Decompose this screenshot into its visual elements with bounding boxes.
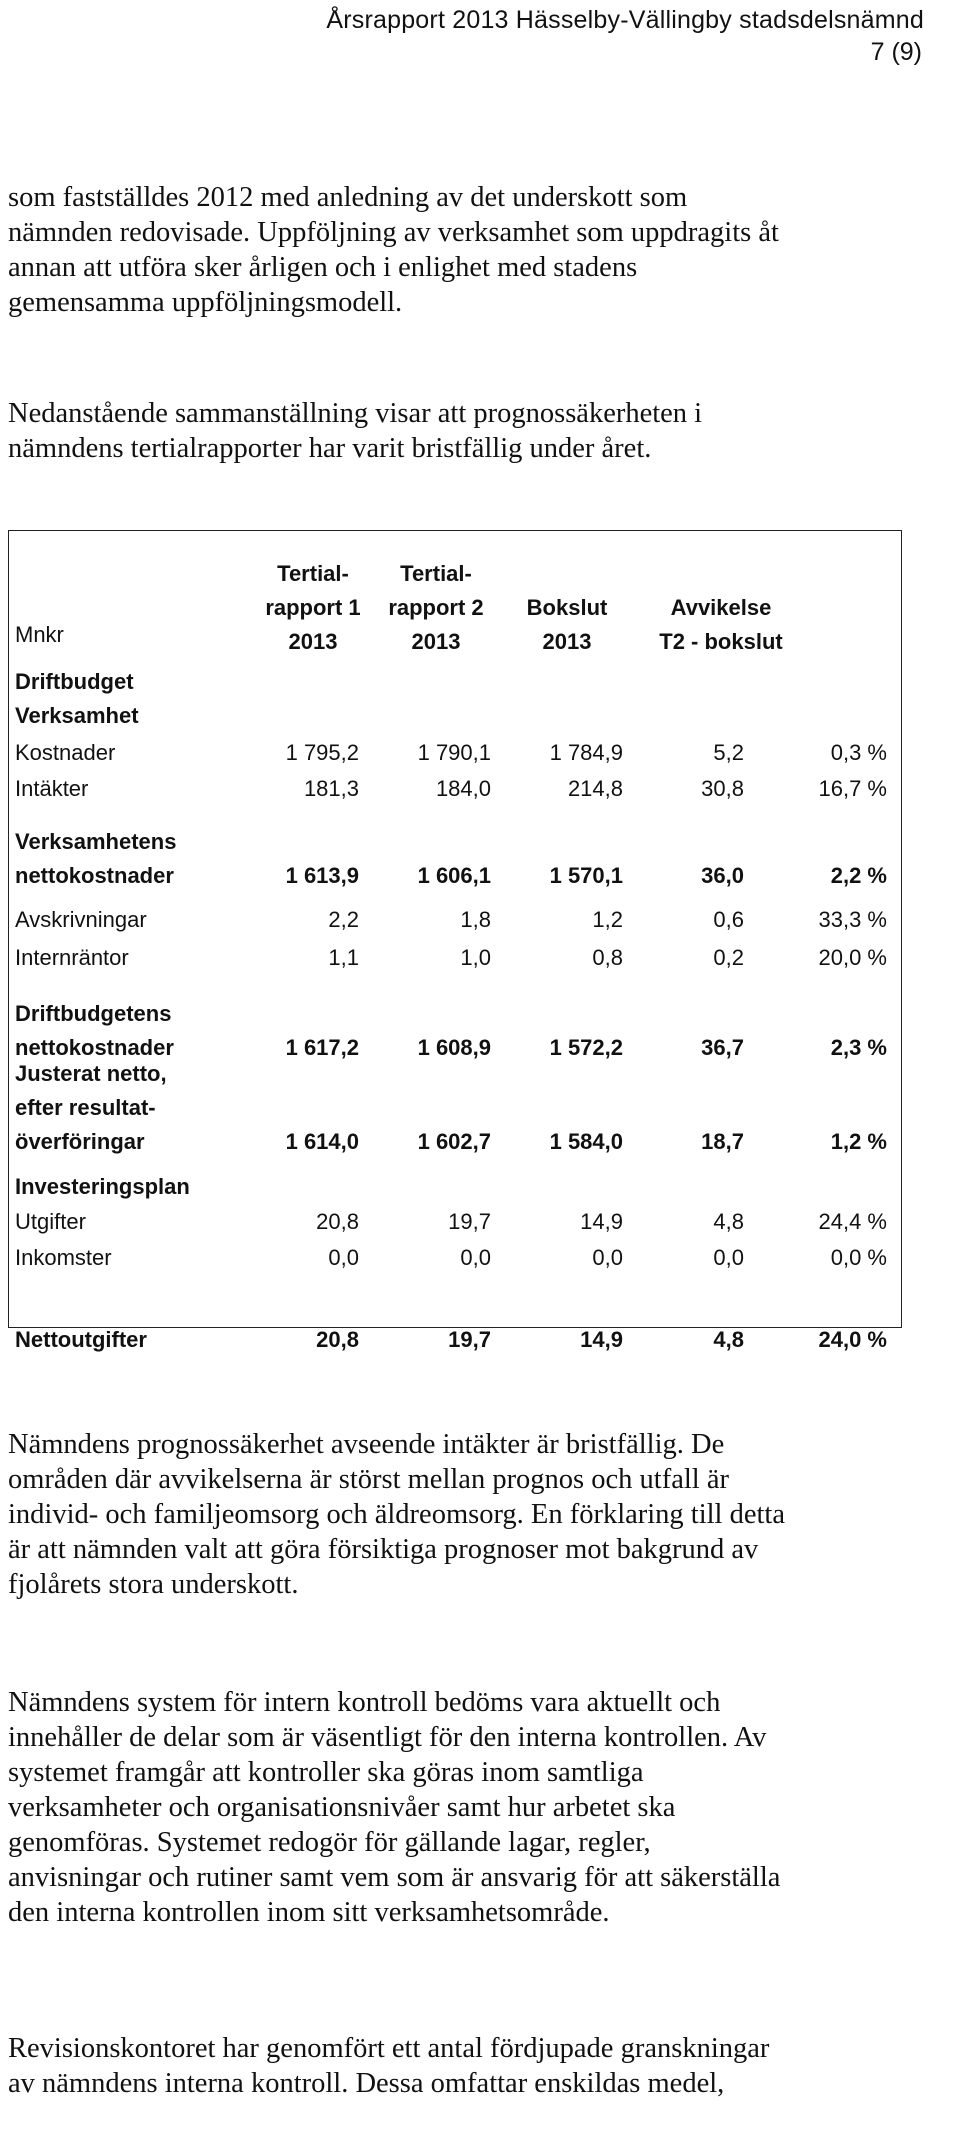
table-cell-value: 0,0 [592,1245,623,1270]
table-cell-value: 1 617,2 [285,1035,359,1060]
table-cell-value: 1,0 [460,945,491,970]
text-line: innehåller de delar som är väsentligt för den interna kontrollen. Av [8,1722,767,1753]
text-line: annan att utföra sker årligen och i enlighet med stadens [8,252,638,283]
table-cell-value: 0,0 % [830,1245,887,1270]
column-header: rapport 1 [265,595,361,620]
table-cell-value: 16,7 % [818,776,887,801]
table-cell-value: 1 790,1 [417,740,491,765]
text-line: är att nämnden valt att göra försiktiga prognoser mot bakgrund av [8,1534,759,1565]
text-line: som fastställdes 2012 med anledning av det underskott som [8,182,688,213]
table-cell-value: 33,3 % [818,907,887,932]
row-label: Investeringsplan [15,1174,190,1199]
paragraph-audit [8,2031,938,2101]
text-line: anvisningar och rutiner samt vem som är ansvarig för att säkerställa [8,1862,781,1893]
column-header: 2013 [411,629,461,654]
text-line: Nämndens prognossäkerhet avseende intäkter är bristfällig. De [8,1429,725,1460]
table-cell-value: 4,8 [713,1209,744,1234]
row-label: efter resultat- [15,1095,156,1120]
text-line: gemensamma uppföljningsmodell. [8,287,403,318]
table-cell-value: 5,2 [713,740,744,765]
table-cell-value: 1,2 [592,907,623,932]
text-line: områden där avvikelserna är störst mellan prognos och utfall är [8,1464,729,1495]
column-header: 2013 [542,629,592,654]
column-header: Tertial- [277,561,349,586]
column-header: Bokslut [526,595,608,620]
row-label: Inkomster [15,1245,112,1270]
table-cell-value: 0,0 [460,1245,491,1270]
text-line: systemet framgår att kontroller ska göras inom samtliga [8,1757,644,1788]
table-cell-value: 4,8 [713,1327,744,1352]
paragraph-forecast [8,396,938,466]
budget-table [8,530,902,1352]
column-header: T2 - bokslut [659,629,783,654]
table-cell-value: 1 784,9 [549,740,623,765]
report-title: Årsrapport 2013 Hässelby-Vällingby stadsdelsnämnd [326,6,924,34]
row-label: nettokostnader [15,1035,174,1060]
table-cell-value: 20,8 [316,1209,359,1234]
table-cell-value: 0,0 [713,1245,744,1270]
row-label: överföringar [15,1129,145,1154]
table-cell-value: 24,4 % [818,1209,887,1234]
row-label: Nettoutgifter [15,1327,147,1352]
table-cell-value: 1 795,2 [285,740,359,765]
table-cell-value: 1 602,7 [417,1129,491,1154]
text-line: fjolårets stora underskott. [8,1569,299,1600]
paragraph-intro [8,180,938,320]
table-cell-value: 0,3 % [830,740,887,765]
text-line: nämndens tertialrapporter har varit bristfällig under året. [8,433,652,464]
table-cell-value: 14,9 [580,1327,623,1352]
table-cell-value: 19,7 [448,1209,491,1234]
table-cell-value: 1 572,2 [549,1035,623,1060]
row-label: Avskrivningar [15,907,147,932]
table-cell-value: 2,3 % [830,1035,887,1060]
row-label: Driftbudgetens [15,1001,172,1026]
text-line: av nämndens interna kontroll. Dessa omfattar enskildas medel, [8,2068,725,2099]
table-cell-value: 1,8 [460,907,491,932]
table-cell-value: 0,2 [713,945,744,970]
column-header: Avvikelse [670,595,772,620]
text-line: Nedanstående sammanställning visar att prognossäkerheten i [8,398,703,429]
column-header: 2013 [288,629,338,654]
table-cell-value: 24,0 % [818,1327,887,1352]
text-line: den interna kontrollen inom sitt verksamhetsområde. [8,1897,610,1928]
table-cell-value: 30,8 [701,776,744,801]
table-cell-value: 184,0 [435,776,491,801]
row-label: Internräntor [15,945,129,970]
paragraph-accuracy [8,1427,938,1602]
table-cell-value: 1 606,1 [417,863,491,888]
table-cell-value: 20,0 % [818,945,887,970]
column-header: rapport 2 [388,595,484,620]
page-number: 7 (9) [870,38,922,66]
row-label: Verksamhet [15,703,139,728]
row-label: nettokostnader [15,863,174,888]
table-cell-value: 214,8 [567,776,623,801]
text-line: individ- och familjeomsorg och äldreomsorg. En förklaring till detta [8,1499,785,1530]
row-label: Verksamhetens [15,829,177,854]
table-cell-value: 36,7 [701,1035,744,1060]
column-header: Tertial- [400,561,472,586]
text-line: Nämndens system för intern kontroll bedöms vara aktuellt och [8,1687,721,1718]
row-label: Justerat netto, [15,1061,167,1086]
table-cell-value: 0,0 [328,1245,359,1270]
table-cell-value: 1,1 [328,945,359,970]
table-cell-value: 0,8 [592,945,623,970]
text-line: Revisionskontoret har genomfört ett antal fördjupade granskningar [8,2033,770,2064]
table-cell-value: 181,3 [303,776,359,801]
row-label: Intäkter [15,776,89,801]
table-cell-value: 2,2 % [830,863,887,888]
table-cell-value: 19,7 [448,1327,491,1352]
table-cell-value: 14,9 [580,1209,623,1234]
table-cell-value: 1,2 % [830,1129,887,1154]
table-cell-value: 2,2 [328,907,359,932]
table-cell-value: 18,7 [701,1129,744,1154]
text-line: genomföras. Systemet redogör för gällande lagar, regler, [8,1827,651,1858]
table-cell-value: 1 570,1 [549,863,623,888]
table-cell-value: 36,0 [701,863,744,888]
table-cell-value: 1 613,9 [285,863,359,888]
table-cell-value: 1 614,0 [285,1129,359,1154]
text-line: verksamheter och organisationsnivåer samt hur arbetet ska [8,1792,676,1823]
paragraph-internal-control [8,1685,938,1930]
table-cell-value: 0,6 [713,907,744,932]
row-label: Driftbudget [15,669,134,694]
table-corner-label: Mnkr [15,622,64,647]
table-cell-value: 1 608,9 [417,1035,491,1060]
table-cell-value: 20,8 [316,1327,359,1352]
text-line: nämnden redovisade. Uppföljning av verksamhet som uppdragits åt [8,217,779,248]
table-cell-value: 1 584,0 [549,1129,623,1154]
row-label: Kostnader [15,740,116,765]
row-label: Utgifter [15,1209,86,1234]
